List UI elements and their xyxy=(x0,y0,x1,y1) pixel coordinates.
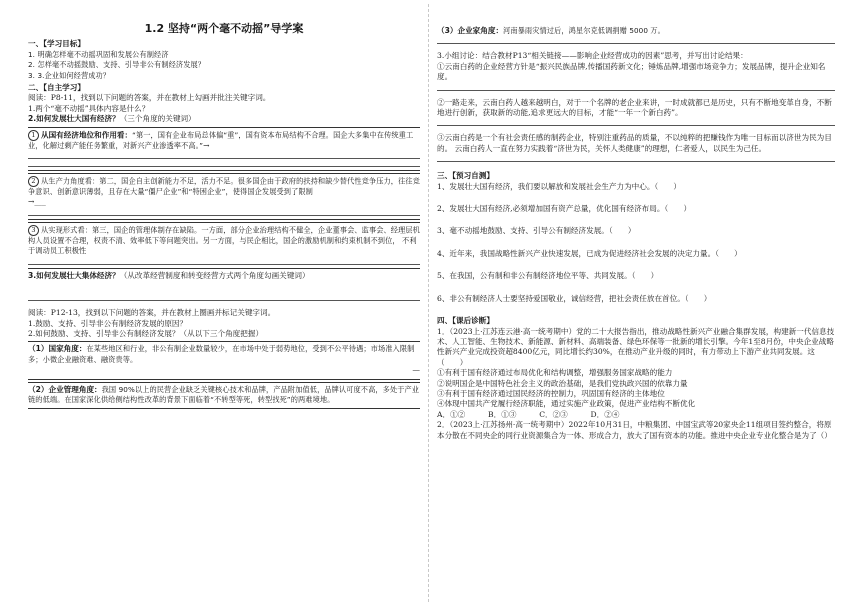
management-angle-text: 我国 90%以上的民营企业缺乏关键核心技术和品牌，产品附加值低，品牌认可度不高，多处于产业链的低端。在国家深化供给侧结构性改革的背景下面临着“不转型等死，转型找死”的两难境地。 xyxy=(28,384,420,404)
answer-line[interactable] xyxy=(28,151,420,159)
question-collective-economy-hint: （从改革经营制度和转变经营方式两个角度勾画关键词） xyxy=(119,270,310,280)
management-angle-label: （2）企业管理角度： xyxy=(28,384,102,394)
answer-1-text: “第一，国有企业布局总体偏“重”，国有资本布局结构不合理。国企大多集中在传统重工业，化解过剩产能任务繁重，对新兴产业渗透率不高。” xyxy=(28,130,414,150)
answer-line[interactable] xyxy=(28,159,420,167)
discussion-point-3: ③云南白药是一个有社会责任感的制药企业，特别注重药品的质量，不以纯粹的把赚钱作为唯一目标而以济世为民为目的。 云南白药人一直在努力实践着“济世为民，关怀人类健康”的理想，仁者爱人，以民生为己任。 xyxy=(437,133,832,153)
column-divider xyxy=(428,4,429,602)
arrow-mark-2: →___ xyxy=(28,197,46,207)
government-angle-label: （1）国家角度： xyxy=(28,344,87,354)
arrow-mark-2-glyph: → xyxy=(28,197,35,207)
diagnosis-q1-option-4: ④体现中国共产党履行经济职能，通过实施产业政策，促进产业结构不断优化 xyxy=(437,399,696,409)
question-collective-economy-text: 3.如何发展壮大集体经济？ xyxy=(28,270,120,280)
answer-line[interactable] xyxy=(28,208,420,216)
goal-item-2: 2. 怎样毫不动摇鼓励、支持、引导非公有制经济发展？ xyxy=(28,60,206,70)
question-collective-economy xyxy=(28,271,420,281)
preview-test-header: 三、【预习自测】 xyxy=(437,171,494,181)
preview-item-4: 4、近年来，我国战略性新兴产业快速发展，已成为促进经济社会发展的决定力量。（ ） xyxy=(437,248,742,258)
preview-item-6: 6、非公有制经济人士要坚持爱国敬业，诚信经营，把社会责任放在首位。（ ） xyxy=(437,293,712,303)
preview-item-1: 1、发展壮大国有经济，我们要以解放和发展社会生产力为中心。（ ） xyxy=(437,181,682,191)
diagnosis-header: 四、【课后诊断】 xyxy=(437,316,494,326)
answer-line[interactable] xyxy=(437,83,835,91)
answer-line[interactable] xyxy=(28,293,420,301)
answer-2-text: 从生产力角度看：第二，国企自主创新能力不足，活力不足。很多国企由于政府的扶持和缺少替代性竞争压力，往往竞争意识、创新意识薄弱，且存在大量“僵尸企业”和“特困企业”，使得国企发展受到了限制 xyxy=(28,176,420,197)
management-angle-block xyxy=(28,382,420,410)
circled-number-2: 2 xyxy=(28,176,39,187)
page-title: 1.2 坚持“两个毫不动摇”导学案 xyxy=(144,22,304,35)
answer-block-2 xyxy=(28,173,420,220)
answer-3-text: 从实现形式看：第三，国企的管理体制存在缺陷。一方面，部分企业治理结构不健全，企业董事会、监事会、经理层机构人员设置不合理，权责不清、效率低下等问题突出。另一方面，与民企相比，国企的激励机制和约束机制不到位， 不利于调动员工积极性 xyxy=(28,225,420,256)
answer-line[interactable] xyxy=(437,154,835,162)
arrow-mark-1: → xyxy=(203,140,210,150)
preview-item-3: 3、毫不动摇地鼓励、支持、引导公有制经济发展。（ ） xyxy=(437,226,636,236)
group-discussion-intro: 3.小组讨论：结合教材P13“相关链接——影响企业经营成功的因素”思考，并写出讨论结果： xyxy=(437,51,748,61)
left-column xyxy=(28,0,420,411)
diagnosis-q1-choices: A．①② B．①③ C．②③ D．②④ xyxy=(437,409,620,419)
dash-mark: — xyxy=(412,365,420,375)
entrepreneur-angle xyxy=(437,26,835,36)
diagnosis-question-2: 2．（2023上·江苏扬州·高一统考期中）2022年10月31日，中粮集团、中国宝武等20家央企11组项目签约整合，将原本分散在不同央企的同行业资源集合为一体、形成合力，放大了国有资本的功能。推进中央企业专业化整合是为了（） xyxy=(437,420,832,440)
question-nonpublic-reason: 1.鼓励、支持、引导非公有制经济发展的原因？ xyxy=(28,318,188,328)
discussion-point-2: ②一路走来，云南白药人越来越明白，对于一个名牌的老企业来讲，一时成就都已是历史，只有不断地变革自身，不断地进行创新，获取新的动能,追求更远大的目标，才能“一年一个新白药”。 xyxy=(437,97,832,118)
circled-number-3: 3 xyxy=(28,225,39,236)
government-angle-block xyxy=(28,341,420,379)
entrepreneur-angle-text: 河南暴雨灾情过后，鸿星尔克低调捐赠 5000 万。 xyxy=(503,26,665,35)
answer-1-label: 从国有经济地位和作用看： xyxy=(41,130,133,140)
reading-instruction-2: 阅读：P12-13，找到以下问题的答案，并在教材上圈画并标记关键字词。 xyxy=(28,308,276,318)
answer-line[interactable] xyxy=(437,36,835,44)
question-state-economy xyxy=(28,114,420,124)
self-study-header: 二、【自主学习】 xyxy=(28,83,85,93)
goals-header: 一、【学习目标】 xyxy=(28,39,85,49)
diagnosis-q1-option-3: ③有利于国有经济通过国民经济的控制力，巩固国有经济的主体地位 xyxy=(437,388,665,398)
goal-item-1: 1. 明确怎样毫不动摇巩固和发展公有制经济 xyxy=(28,49,169,59)
reading-instruction-1: 阅读：P8-11，找到以下问题的答案，并在教材上勾画并批注关键字词。 xyxy=(28,93,271,103)
entrepreneur-angle-label: （3）企业家角度： xyxy=(437,26,504,35)
government-angle-text: 在某些地区和行业，非公有制企业数量较少，在市场中处于弱势地位，受到不公平待遇；市场准入限制多；小微企业融资难、融资贵等。 xyxy=(28,344,415,364)
preview-item-2: 2、发展壮大国有经济,必须增加国有资产总量，优化国有经济布局。（ ） xyxy=(437,204,692,214)
diagnosis-q1-option-2: ②说明国企是中国特色社会主义的政治基础，是我们党执政兴国的依靠力量 xyxy=(437,378,688,388)
question-nonpublic-how: 2.如何鼓励、支持、引导非公有制经济发展？（从以下三个角度把握） xyxy=(28,328,264,338)
answer-block-3 xyxy=(28,222,420,269)
circled-number-1: 1 xyxy=(28,130,39,141)
discussion-point-1: ①云南白药的企业经营方针是“振兴民族品牌,传播国药新文化；锤炼品牌,增强市场竞争力；发展品牌，提升企业知名度。 xyxy=(437,61,826,82)
answer-line[interactable] xyxy=(437,118,835,126)
question-state-economy-text: 2.如何发展壮大国有经济？ xyxy=(28,114,120,124)
right-column xyxy=(437,0,835,441)
answer-line[interactable] xyxy=(28,257,420,265)
answer-block-1 xyxy=(28,127,420,171)
question-two-unwavering: 1.两个“毫不动摇”具体内容是什么？ xyxy=(28,103,150,113)
diagnosis-q1-option-1: ①有利于国有经济通过布局优化和结构调整，增强服务国家战略的能力 xyxy=(437,368,673,378)
question-state-economy-hint: （三个角度的关键词） xyxy=(119,114,196,124)
preview-item-5: 5、在我国，公有制和非公有制经济地位平等、共同发展。（ ） xyxy=(437,271,659,281)
diagnosis-question-1: 1．（2023上·江苏连云港·高一统考期中）党的二十大报告指出，推动战略性新兴产业融合集群发展，构建新一代信息技术、人工智能、生物技术、新能源、新材料、高端装备、绿色环保等一批新的增长引擎。今年1至8月份，中央企业战略性新兴产业完成投资超8400亿元，同比增长约30%，在推动产业升级的同时，有力带动上下游产业共同发展。这（ ） xyxy=(437,326,835,367)
goal-item-3: 3. 3.企业如何经营成功？ xyxy=(28,70,111,80)
